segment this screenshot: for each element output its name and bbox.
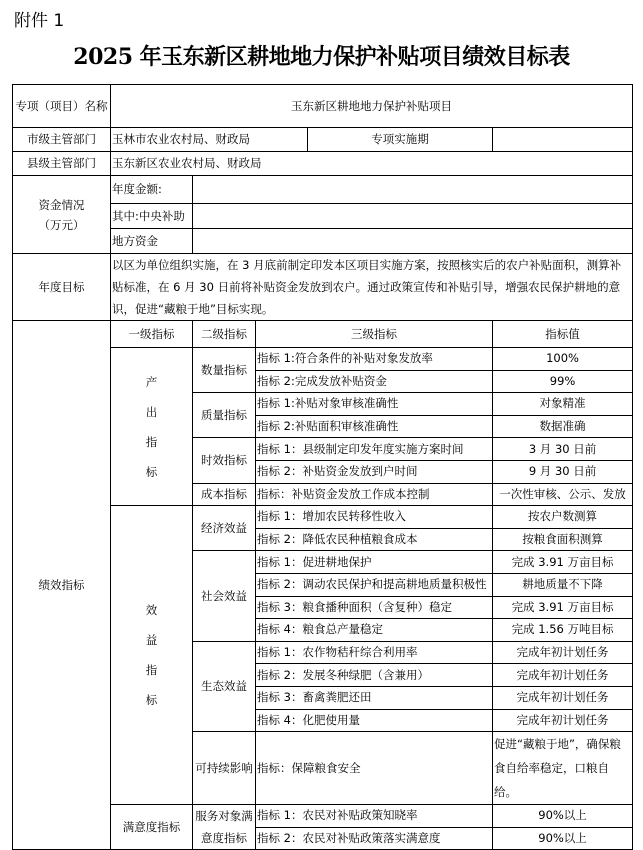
county-dept-label: 县级主管部门 bbox=[13, 152, 111, 176]
header-value: 指标值 bbox=[493, 321, 633, 348]
level3-indicator: 指标 1：农作物秸秆综合利用率 bbox=[256, 641, 493, 664]
level3-indicator: 指标 3：粮食播种面积（含复种）稳定 bbox=[256, 596, 493, 619]
indicator-value: 对象精准 bbox=[493, 393, 633, 416]
level3-indicator: 指标 1:补贴对象审核准确性 bbox=[256, 393, 493, 416]
header-level1: 一级指标 bbox=[111, 321, 193, 348]
indicator-value: 完成年初计划任务 bbox=[493, 664, 633, 687]
performance-label: 绩效指标 bbox=[13, 321, 111, 850]
level3-indicator: 指标 1:符合条件的补贴对象发放率 bbox=[256, 348, 493, 371]
funds-row-value bbox=[193, 176, 633, 204]
indicator-value: 促进“藏粮于地”，确保粮食自给率稳定，口粮自给。 bbox=[493, 732, 633, 805]
header-level3: 三级指标 bbox=[256, 321, 493, 348]
level2-label: 服务对象满意度指标 bbox=[193, 805, 256, 850]
funds-row-label: 地方资金 bbox=[111, 229, 193, 254]
level2-label: 经济效益 bbox=[193, 506, 256, 551]
project-name-value: 玉东新区耕地地力保护补贴项目 bbox=[111, 85, 633, 128]
period-label: 专项实施期 bbox=[308, 128, 493, 152]
indicator-value: 90%以上 bbox=[493, 805, 633, 828]
county-dept-value: 玉东新区农业农村局、财政局 bbox=[111, 152, 633, 176]
indicator-value: 一次性审核、公示、发放 bbox=[493, 483, 633, 506]
funds-row-value bbox=[193, 229, 633, 254]
level3-indicator: 指标：保障粮食安全 bbox=[256, 732, 493, 805]
level2-label: 社会效益 bbox=[193, 551, 256, 641]
indicator-value: 完成年初计划任务 bbox=[493, 641, 633, 664]
performance-target-table bbox=[12, 84, 633, 850]
level2-label: 可持续影响 bbox=[193, 732, 256, 805]
level1-output bbox=[111, 348, 193, 506]
level3-indicator: 指标 2：农民对补贴政策落实满意度 bbox=[256, 827, 493, 850]
indicator-value: 完成 1.56 万吨目标 bbox=[493, 619, 633, 642]
level3-indicator: 指标 4：化肥使用量 bbox=[256, 709, 493, 732]
annual-goal-value: 以区为单位组织实施，在 3 月底前制定印发本区项目实施方案，按照核实后的农户补贴面积，测算补贴标准，在 6 月 30 日前将补贴资金发放到农户。通过政策宣传和补贴引导，增强农民保护耕地的意识，促进“藏粮于地”目标实现。 bbox=[111, 254, 633, 321]
level3-indicator: 指标 2：降低农民种植粮食成本 bbox=[256, 528, 493, 551]
indicator-value: 完成 3.91 万亩目标 bbox=[493, 596, 633, 619]
level2-label: 质量指标 bbox=[193, 393, 256, 438]
project-name-label: 专项（项目）名称 bbox=[13, 85, 111, 128]
indicator-value: 按农户数测算 bbox=[493, 506, 633, 529]
level3-indicator: 指标 1：增加农民转移性收入 bbox=[256, 506, 493, 529]
funds-row-label: 其中:中央补助 bbox=[111, 204, 193, 229]
level3-indicator: 指标 1：农民对补贴政策知晓率 bbox=[256, 805, 493, 828]
level3-indicator: 指标 4：粮食总产量稳定 bbox=[256, 619, 493, 642]
level3-indicator: 指标 1：县级制定印发年度实施方案时间 bbox=[256, 438, 493, 461]
indicator-value: 耕地质量不下降 bbox=[493, 573, 633, 596]
level1-label: 产出指标 bbox=[145, 374, 158, 479]
indicator-value: 100% bbox=[493, 348, 633, 371]
city-dept-label: 市级主管部门 bbox=[13, 128, 111, 152]
indicator-value: 完成 3.91 万亩目标 bbox=[493, 551, 633, 574]
level3-indicator: 指标 2：调动农民保护和提高耕地质量积极性 bbox=[256, 573, 493, 596]
city-dept-value: 玉林市农业农村局、财政局 bbox=[111, 128, 308, 152]
indicator-value: 完成年初计划任务 bbox=[493, 709, 633, 732]
level1-satisfaction: 满意度指标 bbox=[111, 805, 193, 850]
funds-row-label: 年度金额: bbox=[111, 176, 193, 204]
period-value bbox=[493, 128, 633, 152]
level1-benefit bbox=[111, 506, 193, 805]
annual-goal-label: 年度目标 bbox=[13, 254, 111, 321]
level3-indicator: 指标 1：促进耕地保护 bbox=[256, 551, 493, 574]
level2-label: 数量指标 bbox=[193, 348, 256, 393]
indicator-value: 99% bbox=[493, 370, 633, 393]
level3-indicator: 指标 2：发展冬种绿肥（含兼用） bbox=[256, 664, 493, 687]
indicator-value: 3 月 30 日前 bbox=[493, 438, 633, 461]
level3-indicator: 指标 2:完成发放补贴资金 bbox=[256, 370, 493, 393]
level2-label: 成本指标 bbox=[193, 483, 256, 506]
level3-indicator: 指标 2：补贴资金发放到户时间 bbox=[256, 460, 493, 483]
indicator-value: 完成年初计划任务 bbox=[493, 686, 633, 709]
level1-label: 效益指标 bbox=[145, 603, 158, 708]
indicator-value: 数据准确 bbox=[493, 415, 633, 438]
attachment-label: 附件 1 bbox=[14, 11, 65, 31]
level2-label: 时效指标 bbox=[193, 438, 256, 483]
funds-row-value bbox=[193, 204, 633, 229]
indicator-value: 9 月 30 日前 bbox=[493, 460, 633, 483]
level2-label: 生态效益 bbox=[193, 641, 256, 731]
level3-indicator: 指标：补贴资金发放工作成本控制 bbox=[256, 483, 493, 506]
level3-indicator: 指标 2:补贴面积审核准确性 bbox=[256, 415, 493, 438]
funds-label: 资金情况（万元） bbox=[13, 176, 111, 254]
indicator-value: 按粮食面积测算 bbox=[493, 528, 633, 551]
level3-indicator: 指标 3：畜禽粪肥还田 bbox=[256, 686, 493, 709]
indicator-value: 90%以上 bbox=[493, 827, 633, 850]
header-level2: 二级指标 bbox=[193, 321, 256, 348]
page-title: 2025 年玉东新区耕地地力保护补贴项目绩效目标表 bbox=[73, 44, 570, 70]
